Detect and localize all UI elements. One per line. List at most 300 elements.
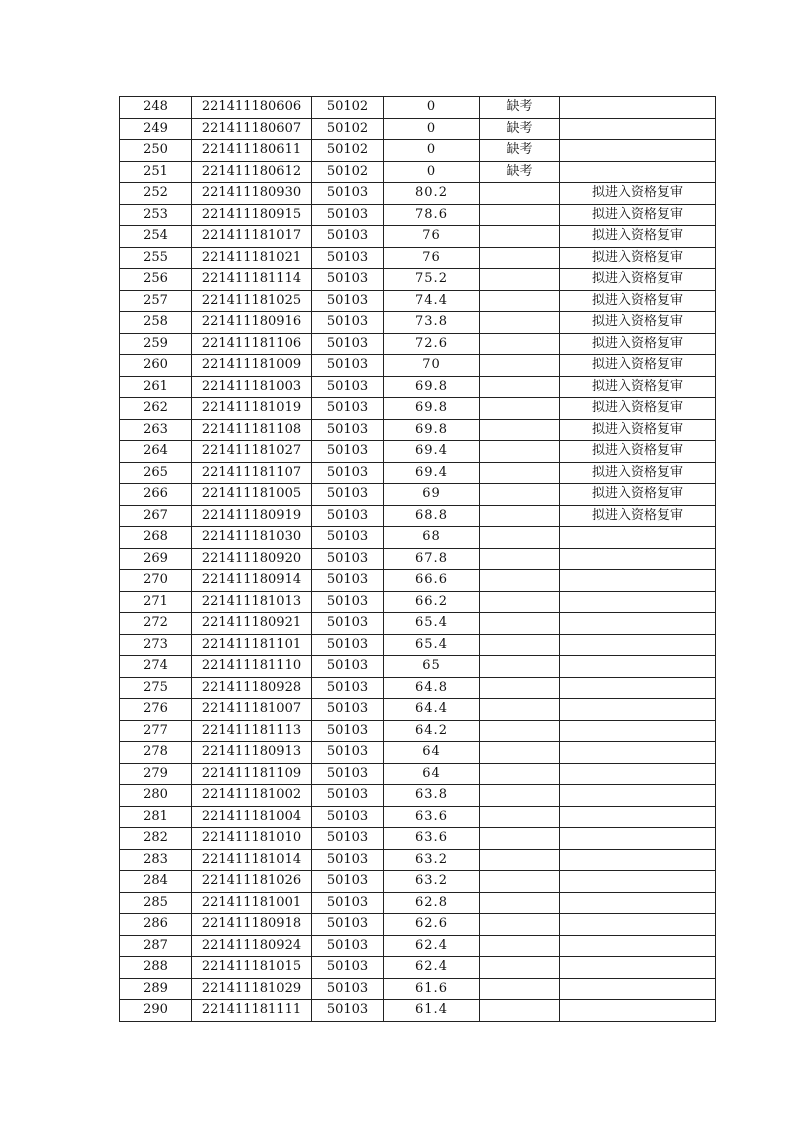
absence-cell (480, 462, 560, 484)
remark-cell (560, 978, 716, 1000)
remark-cell (560, 699, 716, 721)
position-code-cell: 50103 (312, 183, 384, 205)
remark-cell (560, 548, 716, 570)
absence-cell (480, 570, 560, 592)
score-cell: 64.2 (384, 720, 480, 742)
exam-id-cell: 221411180611 (192, 140, 312, 162)
absence-cell (480, 806, 560, 828)
score-cell: 62.4 (384, 935, 480, 957)
score-cell: 68.8 (384, 505, 480, 527)
table-row (120, 935, 716, 957)
score-cell: 65.4 (384, 613, 480, 635)
score-cell: 67.8 (384, 548, 480, 570)
absence-cell (480, 699, 560, 721)
remark-cell: 拟进入资格复审 (560, 484, 716, 506)
exam-id-cell: 221411181113 (192, 720, 312, 742)
absence-cell (480, 527, 560, 549)
remark-cell: 拟进入资格复审 (560, 183, 716, 205)
exam-id-cell: 221411181114 (192, 269, 312, 291)
score-cell: 64.8 (384, 677, 480, 699)
table-row (120, 247, 716, 269)
exam-id-cell: 221411181109 (192, 763, 312, 785)
absence-cell (480, 1000, 560, 1022)
row-number-cell: 285 (120, 892, 192, 914)
exam-id-cell: 221411181007 (192, 699, 312, 721)
remark-cell (560, 97, 716, 119)
exam-id-cell: 221411180612 (192, 161, 312, 183)
table-row (120, 1000, 716, 1022)
row-number-cell: 259 (120, 333, 192, 355)
exam-id-cell: 221411181101 (192, 634, 312, 656)
position-code-cell: 50103 (312, 742, 384, 764)
table-row (120, 527, 716, 549)
row-number-cell: 273 (120, 634, 192, 656)
position-code-cell: 50103 (312, 548, 384, 570)
absence-cell (480, 656, 560, 678)
score-cell: 65 (384, 656, 480, 678)
score-cell: 64 (384, 763, 480, 785)
row-number-cell: 281 (120, 806, 192, 828)
absence-cell (480, 376, 560, 398)
score-cell: 80.2 (384, 183, 480, 205)
row-number-cell: 266 (120, 484, 192, 506)
results-table (119, 96, 716, 1022)
position-code-cell: 50103 (312, 441, 384, 463)
table-row (120, 699, 716, 721)
row-number-cell: 268 (120, 527, 192, 549)
score-cell: 62.4 (384, 957, 480, 979)
row-number-cell: 253 (120, 204, 192, 226)
absence-cell (480, 742, 560, 764)
remark-cell (560, 871, 716, 893)
table-row (120, 269, 716, 291)
absence-cell: 缺考 (480, 161, 560, 183)
absence-cell (480, 269, 560, 291)
absence-cell (480, 226, 560, 248)
remark-cell (560, 957, 716, 979)
remark-cell (560, 656, 716, 678)
remark-cell (560, 634, 716, 656)
remark-cell: 拟进入资格复审 (560, 333, 716, 355)
remark-cell (560, 892, 716, 914)
row-number-cell: 272 (120, 613, 192, 635)
exam-id-cell: 221411181110 (192, 656, 312, 678)
score-cell: 66.2 (384, 591, 480, 613)
score-cell: 69.4 (384, 441, 480, 463)
exam-id-cell: 221411181019 (192, 398, 312, 420)
remark-cell (560, 806, 716, 828)
absence-cell (480, 763, 560, 785)
results-table-body (120, 97, 716, 1022)
row-number-cell: 278 (120, 742, 192, 764)
row-number-cell: 250 (120, 140, 192, 162)
remark-cell (560, 849, 716, 871)
absence-cell: 缺考 (480, 97, 560, 119)
position-code-cell: 50103 (312, 484, 384, 506)
row-number-cell: 252 (120, 183, 192, 205)
position-code-cell: 50103 (312, 763, 384, 785)
remark-cell (560, 527, 716, 549)
position-code-cell: 50103 (312, 376, 384, 398)
score-cell: 0 (384, 118, 480, 140)
table-row (120, 312, 716, 334)
row-number-cell: 270 (120, 570, 192, 592)
score-cell: 69.4 (384, 462, 480, 484)
table-row (120, 505, 716, 527)
table-row (120, 871, 716, 893)
exam-id-cell: 221411180915 (192, 204, 312, 226)
row-number-cell: 279 (120, 763, 192, 785)
remark-cell: 拟进入资格复审 (560, 290, 716, 312)
absence-cell (480, 247, 560, 269)
exam-id-cell: 221411181029 (192, 978, 312, 1000)
row-number-cell: 254 (120, 226, 192, 248)
absence-cell (480, 591, 560, 613)
position-code-cell: 50103 (312, 720, 384, 742)
table-row (120, 462, 716, 484)
table-row (120, 785, 716, 807)
exam-id-cell: 221411181106 (192, 333, 312, 355)
exam-id-cell: 221411181003 (192, 376, 312, 398)
row-number-cell: 257 (120, 290, 192, 312)
row-number-cell: 290 (120, 1000, 192, 1022)
table-row (120, 742, 716, 764)
exam-id-cell: 221411181010 (192, 828, 312, 850)
position-code-cell: 50103 (312, 978, 384, 1000)
position-code-cell: 50103 (312, 333, 384, 355)
position-code-cell: 50103 (312, 849, 384, 871)
position-code-cell: 50103 (312, 957, 384, 979)
position-code-cell: 50102 (312, 140, 384, 162)
row-number-cell: 274 (120, 656, 192, 678)
absence-cell (480, 204, 560, 226)
score-cell: 63.8 (384, 785, 480, 807)
row-number-cell: 284 (120, 871, 192, 893)
remark-cell: 拟进入资格复审 (560, 226, 716, 248)
position-code-cell: 50103 (312, 828, 384, 850)
score-cell: 63.2 (384, 871, 480, 893)
table-row (120, 548, 716, 570)
position-code-cell: 50103 (312, 290, 384, 312)
row-number-cell: 289 (120, 978, 192, 1000)
score-cell: 63.6 (384, 828, 480, 850)
row-number-cell: 276 (120, 699, 192, 721)
table-row (120, 204, 716, 226)
position-code-cell: 50103 (312, 699, 384, 721)
remark-cell (560, 935, 716, 957)
absence-cell (480, 720, 560, 742)
exam-id-cell: 221411180606 (192, 97, 312, 119)
position-code-cell: 50103 (312, 204, 384, 226)
table-row (120, 720, 716, 742)
remark-cell (560, 161, 716, 183)
exam-id-cell: 221411180916 (192, 312, 312, 334)
score-cell: 61.4 (384, 1000, 480, 1022)
score-cell: 64.4 (384, 699, 480, 721)
exam-id-cell: 221411180913 (192, 742, 312, 764)
remark-cell: 拟进入资格复审 (560, 269, 716, 291)
position-code-cell: 50103 (312, 355, 384, 377)
remark-cell: 拟进入资格复审 (560, 355, 716, 377)
remark-cell (560, 140, 716, 162)
remark-cell (560, 591, 716, 613)
remark-cell (560, 785, 716, 807)
remark-cell: 拟进入资格复审 (560, 376, 716, 398)
table-row (120, 656, 716, 678)
table-row (120, 892, 716, 914)
results-sheet (119, 96, 715, 1022)
remark-cell: 拟进入资格复审 (560, 312, 716, 334)
position-code-cell: 50103 (312, 398, 384, 420)
position-code-cell: 50102 (312, 118, 384, 140)
remark-cell: 拟进入资格复审 (560, 398, 716, 420)
remark-cell (560, 828, 716, 850)
absence-cell (480, 785, 560, 807)
score-cell: 0 (384, 161, 480, 183)
position-code-cell: 50103 (312, 634, 384, 656)
position-code-cell: 50102 (312, 161, 384, 183)
position-code-cell: 50103 (312, 312, 384, 334)
row-number-cell: 256 (120, 269, 192, 291)
position-code-cell: 50103 (312, 935, 384, 957)
exam-id-cell: 221411181111 (192, 1000, 312, 1022)
score-cell: 63.6 (384, 806, 480, 828)
exam-id-cell: 221411180921 (192, 613, 312, 635)
row-number-cell: 249 (120, 118, 192, 140)
position-code-cell: 50103 (312, 1000, 384, 1022)
score-cell: 62.8 (384, 892, 480, 914)
exam-id-cell: 221411181017 (192, 226, 312, 248)
table-row (120, 376, 716, 398)
score-cell: 65.4 (384, 634, 480, 656)
table-row (120, 419, 716, 441)
score-cell: 78.6 (384, 204, 480, 226)
absence-cell (480, 871, 560, 893)
table-row (120, 828, 716, 850)
absence-cell (480, 957, 560, 979)
row-number-cell: 275 (120, 677, 192, 699)
row-number-cell: 263 (120, 419, 192, 441)
row-number-cell: 261 (120, 376, 192, 398)
exam-id-cell: 221411181021 (192, 247, 312, 269)
absence-cell (480, 419, 560, 441)
score-cell: 70 (384, 355, 480, 377)
position-code-cell: 50103 (312, 656, 384, 678)
remark-cell (560, 720, 716, 742)
row-number-cell: 271 (120, 591, 192, 613)
position-code-cell: 50103 (312, 806, 384, 828)
exam-id-cell: 221411181030 (192, 527, 312, 549)
exam-id-cell: 221411181002 (192, 785, 312, 807)
absence-cell (480, 183, 560, 205)
absence-cell (480, 312, 560, 334)
remark-cell (560, 613, 716, 635)
table-row (120, 183, 716, 205)
score-cell: 0 (384, 140, 480, 162)
table-row (120, 570, 716, 592)
row-number-cell: 260 (120, 355, 192, 377)
row-number-cell: 258 (120, 312, 192, 334)
table-row (120, 140, 716, 162)
row-number-cell: 277 (120, 720, 192, 742)
row-number-cell: 288 (120, 957, 192, 979)
table-row (120, 806, 716, 828)
table-row (120, 398, 716, 420)
remark-cell: 拟进入资格复审 (560, 441, 716, 463)
exam-id-cell: 221411180924 (192, 935, 312, 957)
score-cell: 68 (384, 527, 480, 549)
position-code-cell: 50103 (312, 892, 384, 914)
absence-cell (480, 548, 560, 570)
position-code-cell: 50102 (312, 97, 384, 119)
row-number-cell: 265 (120, 462, 192, 484)
position-code-cell: 50103 (312, 591, 384, 613)
exam-id-cell: 221411180918 (192, 914, 312, 936)
exam-id-cell: 221411181107 (192, 462, 312, 484)
row-number-cell: 248 (120, 97, 192, 119)
remark-cell: 拟进入资格复审 (560, 462, 716, 484)
score-cell: 0 (384, 97, 480, 119)
absence-cell (480, 892, 560, 914)
score-cell: 69.8 (384, 419, 480, 441)
absence-cell (480, 505, 560, 527)
row-number-cell: 287 (120, 935, 192, 957)
exam-id-cell: 221411181004 (192, 806, 312, 828)
score-cell: 63.2 (384, 849, 480, 871)
row-number-cell: 283 (120, 849, 192, 871)
table-row (120, 355, 716, 377)
position-code-cell: 50103 (312, 871, 384, 893)
row-number-cell: 280 (120, 785, 192, 807)
absence-cell (480, 398, 560, 420)
exam-id-cell: 221411180928 (192, 677, 312, 699)
absence-cell (480, 914, 560, 936)
absence-cell (480, 333, 560, 355)
table-row (120, 118, 716, 140)
remark-cell (560, 742, 716, 764)
exam-id-cell: 221411180607 (192, 118, 312, 140)
remark-cell (560, 763, 716, 785)
exam-id-cell: 221411180914 (192, 570, 312, 592)
exam-id-cell: 221411181026 (192, 871, 312, 893)
table-row (120, 677, 716, 699)
score-cell: 69.8 (384, 398, 480, 420)
position-code-cell: 50103 (312, 570, 384, 592)
absence-cell (480, 849, 560, 871)
table-row (120, 441, 716, 463)
row-number-cell: 282 (120, 828, 192, 850)
remark-cell: 拟进入资格复审 (560, 247, 716, 269)
remark-cell: 拟进入资格复审 (560, 204, 716, 226)
remark-cell (560, 118, 716, 140)
score-cell: 69 (384, 484, 480, 506)
row-number-cell: 286 (120, 914, 192, 936)
exam-id-cell: 221411181005 (192, 484, 312, 506)
table-row (120, 849, 716, 871)
score-cell: 76 (384, 226, 480, 248)
row-number-cell: 262 (120, 398, 192, 420)
table-row (120, 634, 716, 656)
position-code-cell: 50103 (312, 527, 384, 549)
exam-id-cell: 221411180919 (192, 505, 312, 527)
remark-cell: 拟进入资格复审 (560, 505, 716, 527)
table-row (120, 97, 716, 119)
score-cell: 64 (384, 742, 480, 764)
absence-cell (480, 978, 560, 1000)
remark-cell (560, 570, 716, 592)
position-code-cell: 50103 (312, 505, 384, 527)
absence-cell (480, 634, 560, 656)
score-cell: 75.2 (384, 269, 480, 291)
row-number-cell: 255 (120, 247, 192, 269)
position-code-cell: 50103 (312, 247, 384, 269)
score-cell: 72.6 (384, 333, 480, 355)
exam-id-cell: 221411181014 (192, 849, 312, 871)
position-code-cell: 50103 (312, 419, 384, 441)
position-code-cell: 50103 (312, 462, 384, 484)
remark-cell (560, 914, 716, 936)
exam-id-cell: 221411181025 (192, 290, 312, 312)
exam-id-cell: 221411181009 (192, 355, 312, 377)
absence-cell (480, 613, 560, 635)
exam-id-cell: 221411180920 (192, 548, 312, 570)
row-number-cell: 269 (120, 548, 192, 570)
position-code-cell: 50103 (312, 677, 384, 699)
row-number-cell: 264 (120, 441, 192, 463)
absence-cell: 缺考 (480, 140, 560, 162)
score-cell: 76 (384, 247, 480, 269)
table-row (120, 290, 716, 312)
exam-id-cell: 221411181027 (192, 441, 312, 463)
absence-cell (480, 935, 560, 957)
remark-cell (560, 677, 716, 699)
row-number-cell: 251 (120, 161, 192, 183)
absence-cell (480, 441, 560, 463)
score-cell: 61.6 (384, 978, 480, 1000)
table-row (120, 484, 716, 506)
table-row (120, 226, 716, 248)
table-row (120, 333, 716, 355)
remark-cell (560, 1000, 716, 1022)
table-row (120, 161, 716, 183)
exam-id-cell: 221411181001 (192, 892, 312, 914)
exam-id-cell: 221411181108 (192, 419, 312, 441)
absence-cell (480, 677, 560, 699)
table-row (120, 914, 716, 936)
score-cell: 66.6 (384, 570, 480, 592)
remark-cell: 拟进入资格复审 (560, 419, 716, 441)
position-code-cell: 50103 (312, 269, 384, 291)
table-row (120, 957, 716, 979)
table-row (120, 591, 716, 613)
exam-id-cell: 221411180930 (192, 183, 312, 205)
exam-id-cell: 221411181013 (192, 591, 312, 613)
position-code-cell: 50103 (312, 785, 384, 807)
position-code-cell: 50103 (312, 226, 384, 248)
position-code-cell: 50103 (312, 914, 384, 936)
absence-cell (480, 290, 560, 312)
row-number-cell: 267 (120, 505, 192, 527)
score-cell: 69.8 (384, 376, 480, 398)
table-row (120, 763, 716, 785)
table-row (120, 613, 716, 635)
position-code-cell: 50103 (312, 613, 384, 635)
absence-cell (480, 484, 560, 506)
score-cell: 73.8 (384, 312, 480, 334)
exam-id-cell: 221411181015 (192, 957, 312, 979)
score-cell: 62.6 (384, 914, 480, 936)
absence-cell (480, 828, 560, 850)
